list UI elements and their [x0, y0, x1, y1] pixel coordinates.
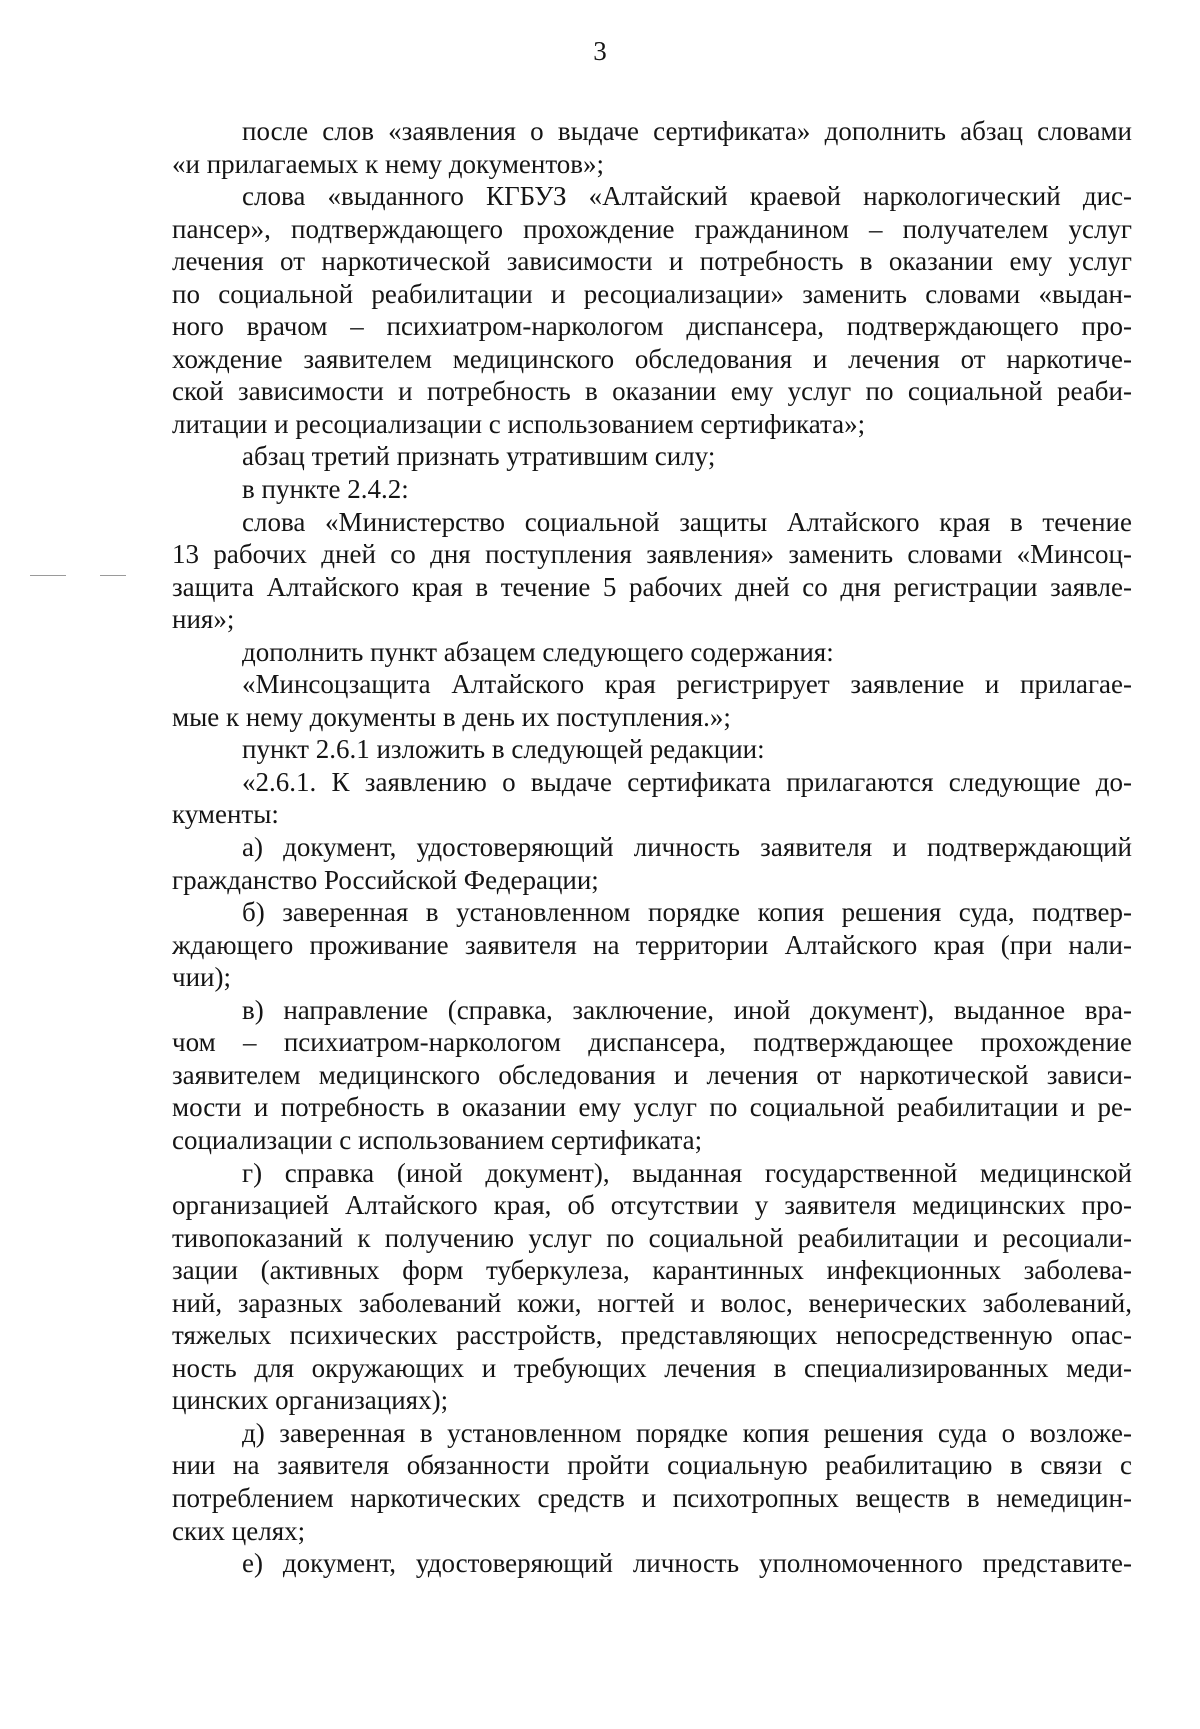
text-line: ний, заразных заболеваний кожи, ногтей и волос, венерических заболеваний, — [172, 1287, 1132, 1318]
text-line: в) направление (справка, заключение, иной документ), выданное вра- — [242, 994, 1132, 1025]
text-line: ного врачом – психиатром-наркологом диспансера, подтверждающего про- — [172, 311, 1132, 342]
text-line: «и прилагаемых к нему документов»; — [172, 148, 605, 179]
document-body — [172, 115, 1132, 1580]
page-number: 3 — [593, 36, 607, 66]
text-line: цинских организациях); — [172, 1385, 449, 1416]
text-line: хождение заявителем медицинского обследования и лечения от наркотиче- — [172, 343, 1132, 374]
text-line: слова «Министерство социальной защиты Алтайского края в течение — [242, 506, 1132, 537]
text-line: защита Алтайского края в течение 5 рабочих дней со дня регистрации заявле- — [172, 571, 1132, 602]
text-line: «2.6.1. К заявлению о выдаче сертификата прилагаются следующие до- — [242, 766, 1132, 797]
text-line: заявителем медицинского обследования и лечения от наркотической зависи- — [172, 1059, 1132, 1090]
text-line: ждающего проживание заявителя на территории Алтайского края (при нали- — [172, 929, 1132, 960]
text-line: зации (активных форм туберкулеза, карантинных инфекционных заболева- — [172, 1255, 1132, 1286]
text-line: литации и ресоциализации с использованием сертификата»; — [172, 408, 866, 439]
text-line: тивопоказаний к получению услуг по социальной реабилитации и ресоциали- — [172, 1222, 1132, 1253]
text-line: 13 рабочих дней со дня поступления заявления» заменить словами «Минсоц- — [172, 539, 1132, 570]
text-line: чии); — [172, 962, 231, 993]
text-line: б) заверенная в установленном порядке копия решения суда, подтвер- — [242, 897, 1132, 928]
text-line: ность для окружающих и требующих лечения в специализированных меди- — [172, 1352, 1132, 1383]
text-line: гражданство Российской Федерации; — [172, 864, 599, 895]
text-line: слова «выданного КГБУЗ «Алтайский краевой наркологический дис- — [242, 181, 1132, 212]
text-line: г) справка (иной документ), выданная государственной медицинской — [242, 1157, 1132, 1188]
text-line: а) документ, удостоверяющий личность заявителя и подтверждающий — [242, 832, 1132, 863]
text-line: ния»; — [172, 604, 235, 635]
text-line: мые к нему документы в день их поступления.»; — [172, 701, 731, 732]
text-line: д) заверенная в установленном порядке копия решения суда о возложе- — [242, 1417, 1132, 1448]
text-line: кументы: — [172, 799, 279, 830]
text-line: нии на заявителя обязанности пройти социальную реабилитацию в связи с — [172, 1450, 1132, 1481]
text-line: пансер», подтверждающего прохождение гражданином – получателем услуг — [172, 213, 1132, 244]
text-line: организацией Алтайского края, об отсутствии у заявителя медицинских про- — [172, 1190, 1132, 1221]
text-line: социализации с использованием сертификата; — [172, 1124, 703, 1155]
text-line: лечения от наркотической зависимости и потребность в оказании ему услуг — [172, 246, 1132, 277]
text-line: потреблением наркотических средств и психотропных веществ в немедицин- — [172, 1482, 1132, 1513]
text-line: мости и потребность в оказании ему услуг по социальной реабилитации и ре- — [172, 1092, 1132, 1123]
scan-mark — [30, 575, 66, 576]
text-line: по социальной реабилитации и ресоциализации» заменить словами «выдан- — [172, 278, 1132, 309]
text-line: после слов «заявления о выдаче сертификата» дополнить абзац словами — [242, 116, 1132, 146]
text-line: пункт 2.6.1 изложить в следующей редакции: — [242, 734, 765, 765]
text-line: ских целях; — [172, 1515, 306, 1546]
text-line: тяжелых психических расстройств, представляющих непосредственную опас- — [172, 1320, 1132, 1351]
text-line: в пункте 2.4.2: — [242, 474, 409, 505]
text-line: абзац третий признать утратившим силу; — [242, 441, 716, 472]
scan-mark — [100, 575, 126, 576]
text-line: чом – психиатром-наркологом диспансера, подтверждающее прохождение — [172, 1027, 1132, 1058]
text-line: «Минсоцзащита Алтайского края регистрирует заявление и прилагае- — [242, 669, 1132, 700]
text-line: ской зависимости и потребность в оказании ему услуг по социальной реаби- — [172, 376, 1132, 407]
text-line: дополнить пункт абзацем следующего содержания: — [242, 636, 834, 667]
text-line: е) документ, удостоверяющий личность уполномоченного представите- — [242, 1548, 1132, 1579]
